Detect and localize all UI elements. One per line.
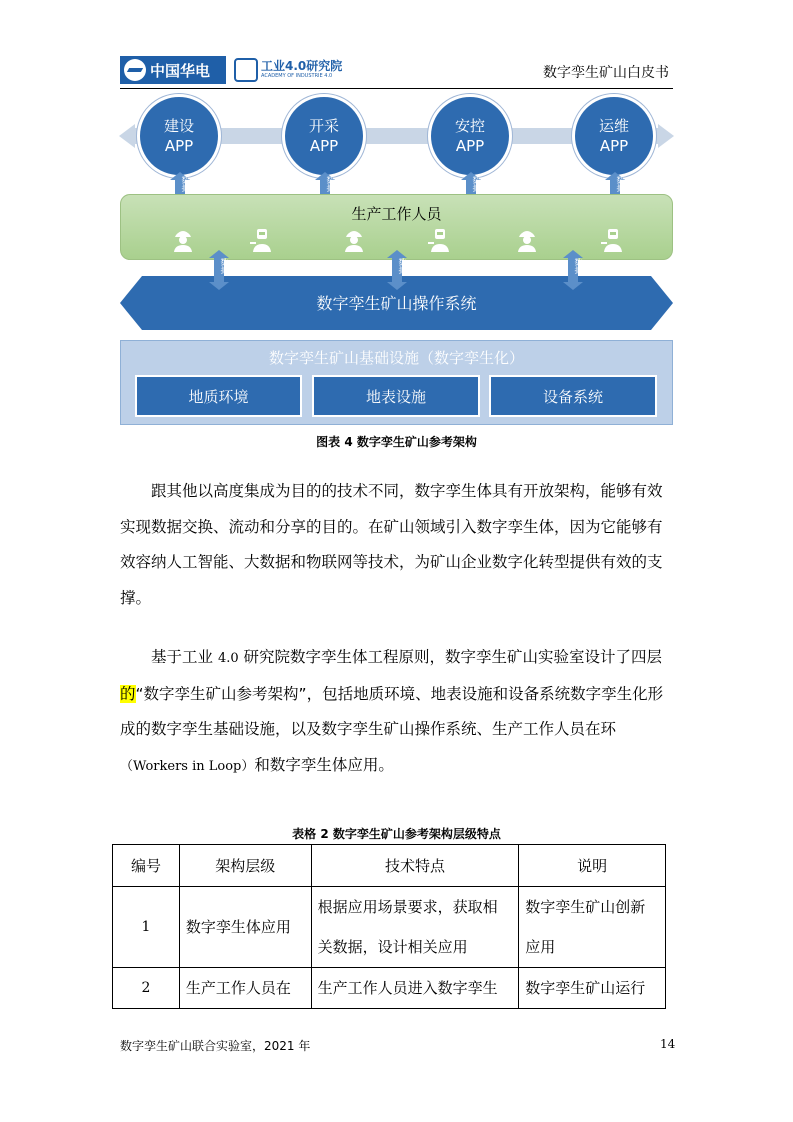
table-caption: 表格 2 数字孪生矿山参考架构层级特点 (292, 827, 501, 841)
footer-source: 数字孪生矿山联合实验室，2021 年 (120, 1039, 311, 1053)
data-arrow-label: 数据 (616, 176, 625, 192)
table-cell-feature (311, 887, 519, 968)
app-label-sub: APP (164, 137, 194, 155)
app-label: 建设 (163, 117, 194, 135)
worker-welder-icon (600, 226, 624, 252)
note-line: 应用 (525, 938, 556, 956)
paragraph-1-text: 跟其他以高度集成为目的的技术不同，数字孪生体具有开放架构，能够有效实现数据交换、流动和分享的目的。在矿山领域引入数字孪生体，因为它能够有效容纳人工智能、大数据和物联网等技术，为矿山企业数字化转型提供有效的支撑。 (120, 482, 663, 607)
header-divider (120, 88, 673, 89)
workers-layer-title: 生产工作人员 (351, 205, 442, 223)
infrastructure-layer-title: 数字孪生矿山基础设施（数字孪生化） (268, 349, 524, 367)
paragraph-2-text (120, 640, 673, 784)
worker-helmet-icon (171, 226, 195, 252)
huadian-logo-icon (124, 59, 146, 81)
app-label: 运维 (598, 117, 629, 135)
app-label-sub: APP (599, 137, 629, 155)
institute-logo-subtext: ACADEMY OF INDUSTRIE 4.0 (261, 73, 333, 79)
worker-welder-icon (427, 226, 451, 252)
app-circle-safety (428, 94, 512, 178)
institute-logo-icon (234, 58, 258, 82)
table-cell-no: 2 (113, 968, 180, 1009)
data-arrow-label: 数据 (398, 258, 407, 274)
os-layer-title: 数字孪生矿山操作系统 (316, 294, 477, 313)
table-header-row (113, 845, 666, 887)
huadian-logo (120, 56, 226, 84)
document-title: 数字孪生矿山白皮书 (543, 65, 669, 81)
data-arrow-label: 数据 (181, 176, 190, 192)
p2-part-c: “数字孪生矿山参考架构”，包括地质环境、地表设施和设备系统数字孪生化形成的数字孪生基础设施，以及数字孪生矿山操作系统、生产工作人员在环 (120, 684, 664, 738)
app-label-sub: APP (455, 137, 485, 155)
data-arrow-label: 数据 (574, 258, 583, 274)
institute-logo (234, 56, 343, 84)
data-arrow-label: 数据 (326, 176, 335, 192)
paragraph-2 (120, 640, 673, 784)
table-row (113, 968, 666, 1009)
table-row (113, 887, 666, 968)
page-number: 14 (660, 1037, 676, 1051)
feature-line: 根据应用场景要求，获取相 (317, 898, 498, 916)
p2-part-d: 和数字孪生体应用。 (254, 755, 394, 774)
table-cell-no: 1 (113, 887, 180, 968)
table-header: 架构层级 (179, 845, 311, 887)
app-circle-mining (282, 94, 366, 178)
table-cell-layer: 数字孪生体应用 (179, 887, 311, 968)
table-header: 编号 (113, 845, 180, 887)
table-header: 说明 (519, 845, 666, 887)
table-cell-feature: 生产工作人员进入数字孪生 (311, 968, 519, 1009)
institute-logo-text: 工业4.0研究院 (261, 59, 343, 73)
figure-caption: 图表 4 数字孪生矿山参考架构 (316, 435, 477, 449)
table-cell-note: 数字孪生矿山运行 (519, 968, 666, 1009)
infra-box-surface: 地表设施 (312, 375, 480, 417)
app-label: 开采 (308, 117, 339, 135)
app-label: 安控 (454, 117, 485, 135)
p2-highlight: 的 (120, 684, 136, 703)
infra-box-equipment: 设备系统 (489, 375, 657, 417)
p2-english: （Workers in Loop） (120, 758, 255, 774)
app-label-sub: APP (309, 137, 339, 155)
infra-box-geology: 地质环境 (135, 375, 302, 417)
p2-number: 4.0 (217, 651, 239, 666)
table-cell-layer: 生产工作人员在 (179, 968, 311, 1009)
table-cell-note (519, 887, 666, 968)
worker-helmet-icon (515, 226, 539, 252)
app-circle-construction (137, 94, 221, 178)
architecture-table (112, 844, 666, 1009)
worker-helmet-icon (342, 226, 366, 252)
worker-welder-icon (249, 226, 273, 252)
data-arrow-label: 数据 (472, 176, 481, 192)
arrow-right-icon (658, 124, 674, 148)
app-circle-maintenance (572, 94, 656, 178)
arrow-left-icon (119, 124, 135, 148)
p2-part-b: 研究院数字孪生体工程原则，数字孪生矿山实验室设计了四层 (238, 648, 663, 666)
huadian-logo-text: 中国华电 (150, 61, 211, 80)
note-line: 数字孪生矿山创新 (525, 898, 646, 916)
p2-part-a: 基于工业 (151, 648, 218, 666)
table-header: 技术特点 (311, 845, 519, 887)
data-arrow-label: 数据 (220, 258, 229, 274)
paragraph-1 (120, 474, 673, 616)
feature-line: 关数据，设计相关应用 (317, 938, 468, 956)
